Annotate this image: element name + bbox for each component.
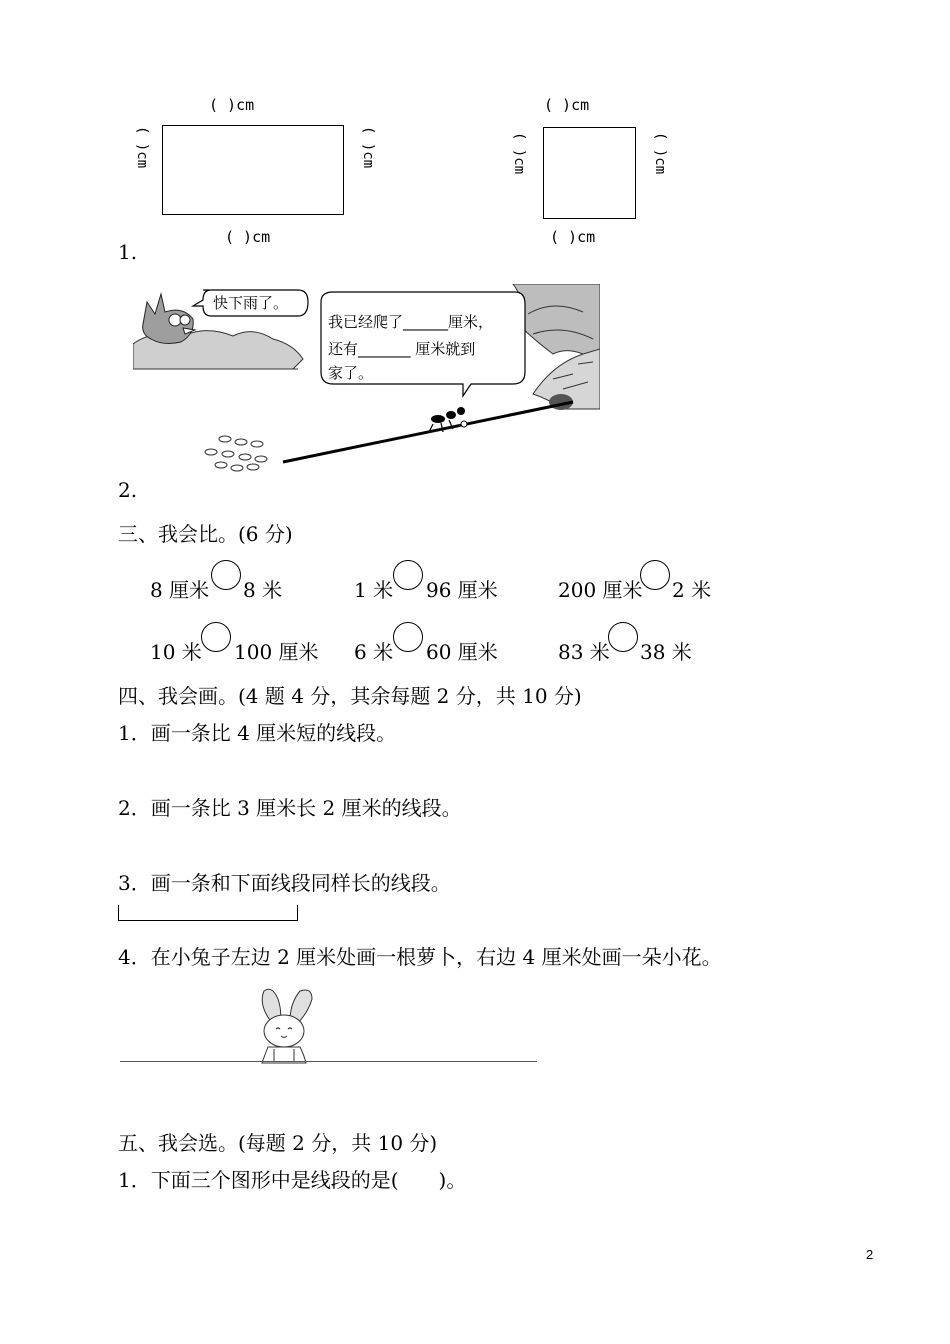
- compare-1-left: 8 厘米: [150, 578, 210, 602]
- compare-2-right: 96 厘米: [426, 578, 498, 602]
- ant-speech-line3: 家了。: [328, 364, 374, 382]
- baseline-line: [120, 1061, 537, 1062]
- square-right-label: ( )cm: [652, 132, 668, 175]
- section4-item1: 1．画一条比 4 厘米短的线段。: [118, 721, 397, 745]
- rect-right-label: ( )cm: [360, 126, 376, 169]
- compare-6-left: 83 米: [558, 640, 610, 664]
- compare-5-circle[interactable]: [393, 622, 423, 652]
- compare-4-circle[interactable]: [201, 622, 231, 652]
- section4-title: 四、我会画。(4 题 4 分，其余每题 2 分，共 10 分): [118, 684, 582, 708]
- compare-3-right: 2 米: [672, 578, 712, 602]
- compare-5-right: 60 厘米: [426, 640, 498, 664]
- rectangle-shape: [162, 125, 344, 215]
- q2-illustration: [133, 284, 600, 474]
- compare-4-right: 100 厘米: [234, 640, 319, 664]
- compare-6-right: 38 米: [640, 640, 692, 664]
- compare-3-left: 200 厘米: [558, 578, 643, 602]
- compare-1-circle[interactable]: [211, 560, 241, 590]
- q2-number: 2.: [118, 478, 138, 502]
- section4-item4: 4．在小兔子左边 2 厘米处画一根萝卜，右边 4 厘米处画一朵小花。: [118, 945, 722, 969]
- compare-6-circle[interactable]: [608, 622, 638, 652]
- bird-speech-text: 快下雨了。: [213, 294, 289, 312]
- square-left-label: ( )cm: [511, 132, 527, 175]
- q1-number: 1.: [118, 240, 138, 264]
- rect-bottom-label: ( )cm: [225, 228, 271, 246]
- compare-2-circle[interactable]: [393, 560, 423, 590]
- ant-speech-line2: 还有_______ 厘米就到: [328, 340, 476, 358]
- rect-left-label: ( )cm: [134, 126, 150, 169]
- rabbit-icon: [250, 985, 320, 1065]
- section5-item1: 1．下面三个图形中是线段的是( )。: [118, 1168, 467, 1192]
- section4-item2: 2．画一条比 3 厘米长 2 厘米的线段。: [118, 796, 462, 820]
- square-shape: [543, 127, 636, 219]
- square-top-label: ( )cm: [544, 96, 590, 114]
- reference-segment: [118, 905, 298, 921]
- section4-item3: 3．画一条和下面线段同样长的线段。: [118, 871, 451, 895]
- section3-title: 三、我会比。(6 分): [118, 522, 293, 546]
- compare-1-right: 8 米: [243, 578, 283, 602]
- square-bottom-label: ( )cm: [550, 228, 596, 246]
- compare-4-left: 10 米: [150, 640, 202, 664]
- compare-2-left: 1 米: [354, 578, 394, 602]
- compare-5-left: 6 米: [354, 640, 394, 664]
- rect-top-label: ( )cm: [209, 96, 255, 114]
- page-number: 2: [866, 1247, 874, 1262]
- compare-3-circle[interactable]: [640, 560, 670, 590]
- section5-title: 五、我会选。(每题 2 分，共 10 分): [118, 1131, 438, 1155]
- ant-speech-line1: 我已经爬了______厘米，: [328, 313, 494, 331]
